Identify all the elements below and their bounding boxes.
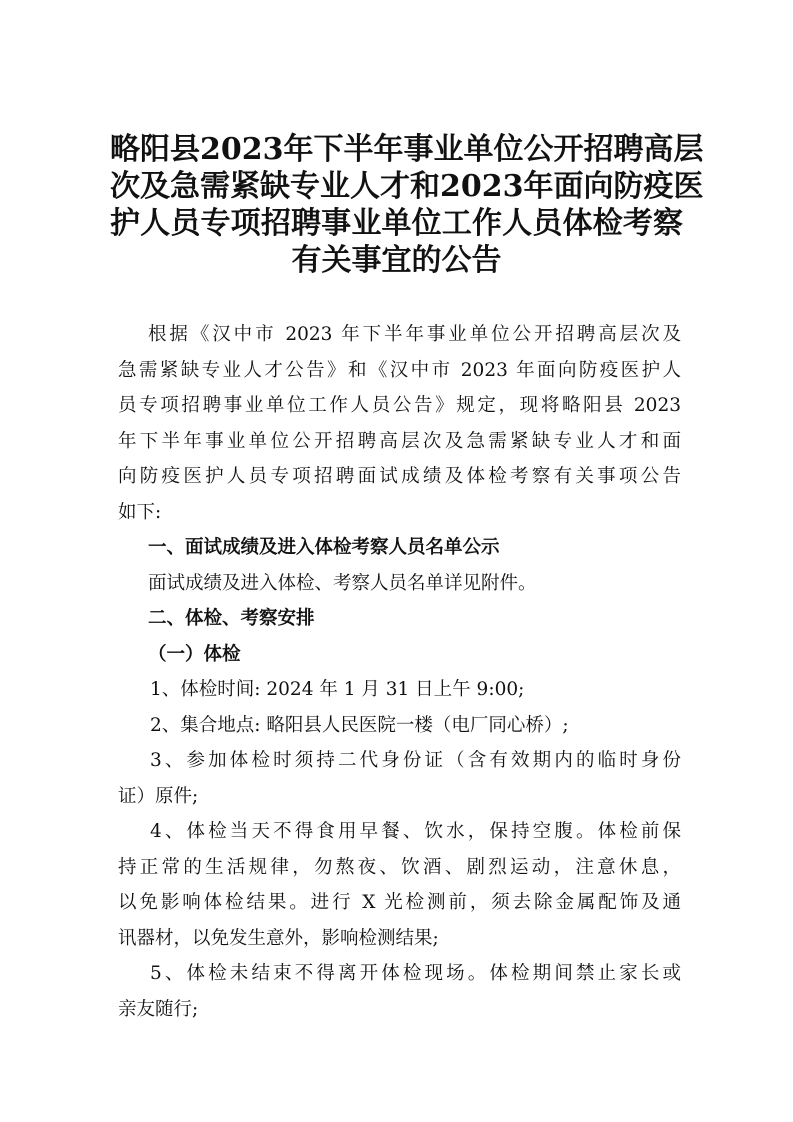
text-line: 亲友随行;: [118, 998, 199, 1020]
section-1-text: 面试成绩及进入体检、考察人员名单详见附件。: [148, 572, 537, 594]
text-line: 讯器材，以免发生意外，影响检测结果;: [118, 927, 439, 949]
intro-paragraph: [118, 317, 681, 530]
text-line: 持正常的生活规律，勿熬夜、饮酒、剧烈运动，注意休息，: [118, 856, 681, 878]
text-line: 以免影响体检结果。进行 X 光检测前，须去除金属配饰及通: [118, 892, 681, 913]
text-line: 5、体检未结束不得离开体检现场。体检期间禁止家长或: [150, 963, 681, 984]
text-line: 员专项招聘事业单位工作人员公告》规定，现将略阳县 2023: [118, 395, 681, 416]
title-line: 略阳县2023年下半年事业单位公开招聘高层: [110, 132, 704, 167]
section-2-heading: 二、体检、考察安排: [148, 608, 315, 629]
text-line: 4、体检当天不得食用早餐、饮水，保持空腹。体检前保: [150, 821, 681, 842]
text-line: 证）原件;: [118, 785, 199, 807]
notice-body: [118, 317, 681, 1027]
section-1-heading: 一、面试成绩及进入体检考察人员名单公示: [148, 537, 500, 558]
subsection-1-heading: （一）体检: [148, 643, 241, 665]
item-4: [118, 814, 681, 956]
title-line: 护人员专项招聘事业单位工作人员体检考察: [110, 206, 683, 241]
text-line: 如下:: [118, 501, 162, 523]
text-line: 年下半年事业单位公开招聘高层次及急需紧缺专业人才和面: [118, 430, 681, 452]
item-1: 1、体检时间: 2024 年 1 月 31 日上午 9:00;: [150, 679, 525, 700]
notice-title: [110, 131, 704, 279]
item-3: [118, 743, 681, 814]
text-line: 3、参加体检时须持二代身份证（含有效期内的临时身份: [150, 750, 681, 771]
item-2: 2、集合地点: 略阳县人民医院一楼（电厂同心桥）;: [150, 714, 569, 736]
text-line: 急需紧缺专业人才公告》和《汉中市 2023 年面向防疫医护人: [118, 359, 681, 381]
text-line: 根据《汉中市 2023 年下半年事业单位公开招聘高层次及: [148, 324, 681, 345]
text-line: 向防疫医护人员专项招聘面试成绩及体检考察有关事项公告: [118, 466, 681, 487]
title-line: 次及急需紧缺专业人才和2023年面向防疫医: [110, 169, 704, 204]
title-line: 有关事宜的公告: [291, 243, 502, 278]
item-5: [118, 956, 681, 1027]
